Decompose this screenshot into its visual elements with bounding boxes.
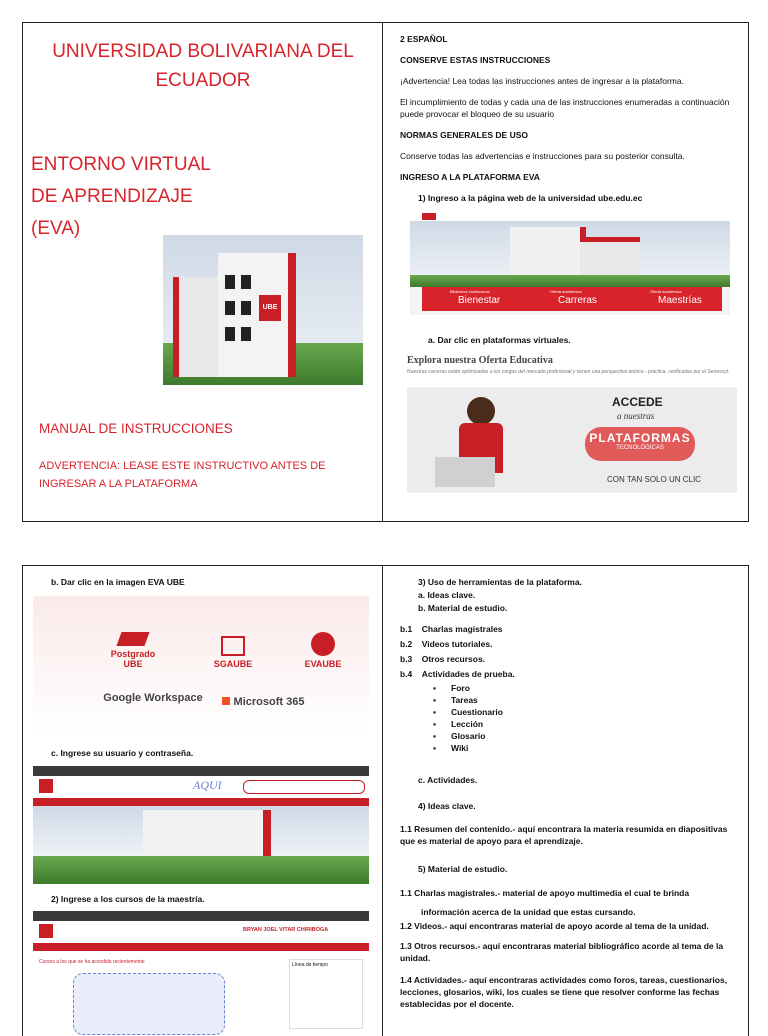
banner-tag-bar: Biblioteca Institucional Bienestar Oferta académica Carreras Oferta académica Maestrías xyxy=(422,287,722,311)
building-sign: UBE xyxy=(259,295,281,321)
step-4: 4) Ideas clave. xyxy=(418,801,476,811)
item-5-1a: 1.1 Charlas magistrales.- material de apoyo multimedia el cual te brinda xyxy=(400,888,690,898)
sub-a: a. Ideas clave. xyxy=(418,590,476,600)
sgaube-logo[interactable]: SGAUBE xyxy=(203,636,263,669)
item-5-4: 1.4 Actividades.- aquí encontraras actividades como foros, tareas, cuestionarios, lecciones, glosarios, wiki, los cuales se tiene que resolver conforme las fechas establecidas por el docente. xyxy=(400,975,728,1009)
list-item: ▪ Tareas xyxy=(433,694,503,706)
ube-logo-icon xyxy=(39,779,53,793)
step-5: 5) Material de estudio. xyxy=(418,864,508,874)
conserve-heading: CONSERVE ESTAS INSTRUCCIONES xyxy=(400,55,551,65)
item-5-3: 1.3 Otros recursos.- aquí encontraras material bibliográfico acorde al tema de la unidad. xyxy=(400,941,724,963)
plataformas-pill: PLATAFORMAS TECNOLÓGICAS xyxy=(585,427,695,461)
list-item: ▪ Cuestionario xyxy=(433,706,503,718)
item-5-2: 1.2 Videos.- aquí encontraras material de apoyo acorde al tema de la unidad. xyxy=(400,921,709,931)
b1-item: b.1 Charlas magistrales xyxy=(400,624,503,634)
platform-logos-panel xyxy=(33,596,369,736)
step-c: c. Ingrese su usuario y contraseña. xyxy=(51,748,194,758)
step-2: 2) Ingrese a los cursos de la maestría. xyxy=(51,894,205,904)
page-divider xyxy=(382,23,383,521)
env-line-3: (EVA) xyxy=(31,218,81,239)
list-item: ▪ Lección xyxy=(433,718,503,730)
google-workspace-logo[interactable]: Google Workspace xyxy=(103,692,203,704)
item-5-1b: información acerca de la unidad que estas cursando. xyxy=(421,907,636,917)
oferta-title: Explora nuestra Oferta Educativa xyxy=(407,355,553,366)
page-divider xyxy=(382,566,383,1036)
advert-text: ¡Advertencia! Lea todas las instrucciones antes de ingresar a la plataforma. xyxy=(400,76,684,86)
list-item: ▪ Wiki xyxy=(433,742,503,754)
env-line-1: ENTORNO VIRTUAL xyxy=(31,154,211,175)
manual-heading: MANUAL DE INSTRUCCIONES xyxy=(39,421,233,436)
login-fields[interactable] xyxy=(243,780,365,794)
list-item: ▪ Glosario xyxy=(433,730,503,742)
login-screenshot xyxy=(33,766,369,884)
carreras-tag[interactable]: Carreras xyxy=(558,295,597,306)
maestrias-tag[interactable]: Maestrías xyxy=(658,295,702,306)
env-line-2: DE APRENDIZAJE xyxy=(31,186,193,207)
university-title: UNIVERSIDAD BOLIVARIANA DEL ECUADOR xyxy=(52,41,354,91)
item-1-1: 1.1 Resumen del contenido.- aquí encontrara la materia resumida en diapositivas que es material de apoyo para el aprendizaje. xyxy=(400,824,728,846)
microsoft-365-logo[interactable]: Microsoft 365 xyxy=(203,696,323,708)
sub-b: b. Material de estudio. xyxy=(418,603,508,613)
step-b: b. Dar clic en la imagen EVA UBE xyxy=(51,577,185,587)
noncompliance-text: El incumplimiento de todas y cada una de las instrucciones enumeradas a continuación puede provocar el bloqueo de su usuario xyxy=(400,97,730,119)
bienestar-tag[interactable]: Bienestar xyxy=(458,295,501,306)
warning-text: ADVERTENCIA: LEASE ESTE INSTRUCTIVO ANTES DE INGRESAR A LA PLATAFORMA xyxy=(39,460,326,490)
list-item: ▪ Foro xyxy=(433,682,503,694)
accede-text: ACCEDE xyxy=(612,395,663,409)
website-banner xyxy=(410,211,730,315)
postgrado-logo[interactable]: Postgrado UBE xyxy=(103,632,163,669)
step-a: a. Dar clic en plataformas virtuales. xyxy=(428,335,571,345)
manual-page-2 xyxy=(22,565,749,1036)
sub-c: c. Actividades. xyxy=(418,775,478,785)
user-name: BRYAN JOEL VITAR CHIRIBOGA xyxy=(243,927,329,933)
b3-item: b.3 Otros recursos. xyxy=(400,654,486,664)
activities-list xyxy=(433,682,503,754)
manual-page-1 xyxy=(22,22,749,522)
aqui-label: AQUI xyxy=(193,778,222,792)
norms-text: Conserve todas las advertencias e instrucciones para su posterior consulta. xyxy=(400,151,685,161)
plataformas-banner[interactable]: ACCEDE a nuestras PLATAFORMAS TECNOLÓGICAS CON TAN SOLO UN CLIC xyxy=(407,387,737,493)
courses-screenshot: BRYAN JOEL VITAR CHIRIBOGA Cursos a los que se ha accedido recientemente Línea de tiempo xyxy=(33,911,369,1036)
university-building-photo xyxy=(163,235,363,385)
timeline-box: Línea de tiempo xyxy=(289,959,363,1029)
ingreso-heading: INGRESO A LA PLATAFORMA EVA xyxy=(400,172,540,182)
step-3: 3) Uso de herramientas de la plataforma. xyxy=(418,577,582,587)
student-photo xyxy=(467,397,495,425)
b2-item: b.2 Videos tutoriales. xyxy=(400,639,493,649)
norms-heading: NORMAS GENERALES DE USO xyxy=(400,130,528,140)
section-label: 2 ESPAÑOL xyxy=(400,34,448,44)
oferta-subtitle: Nuestras carreras están optimizadas a los cargos del mercado profesional y tienen una perspectiva teórica - práctica, verificadas por el Senescyt. xyxy=(407,369,730,375)
step-1: 1) Ingreso a la página web de la universidad ube.edu.ec xyxy=(418,193,643,203)
evaube-logo[interactable]: EVAUBE xyxy=(293,632,353,669)
b4-item: b.4 Actividades de prueba. xyxy=(400,669,515,679)
